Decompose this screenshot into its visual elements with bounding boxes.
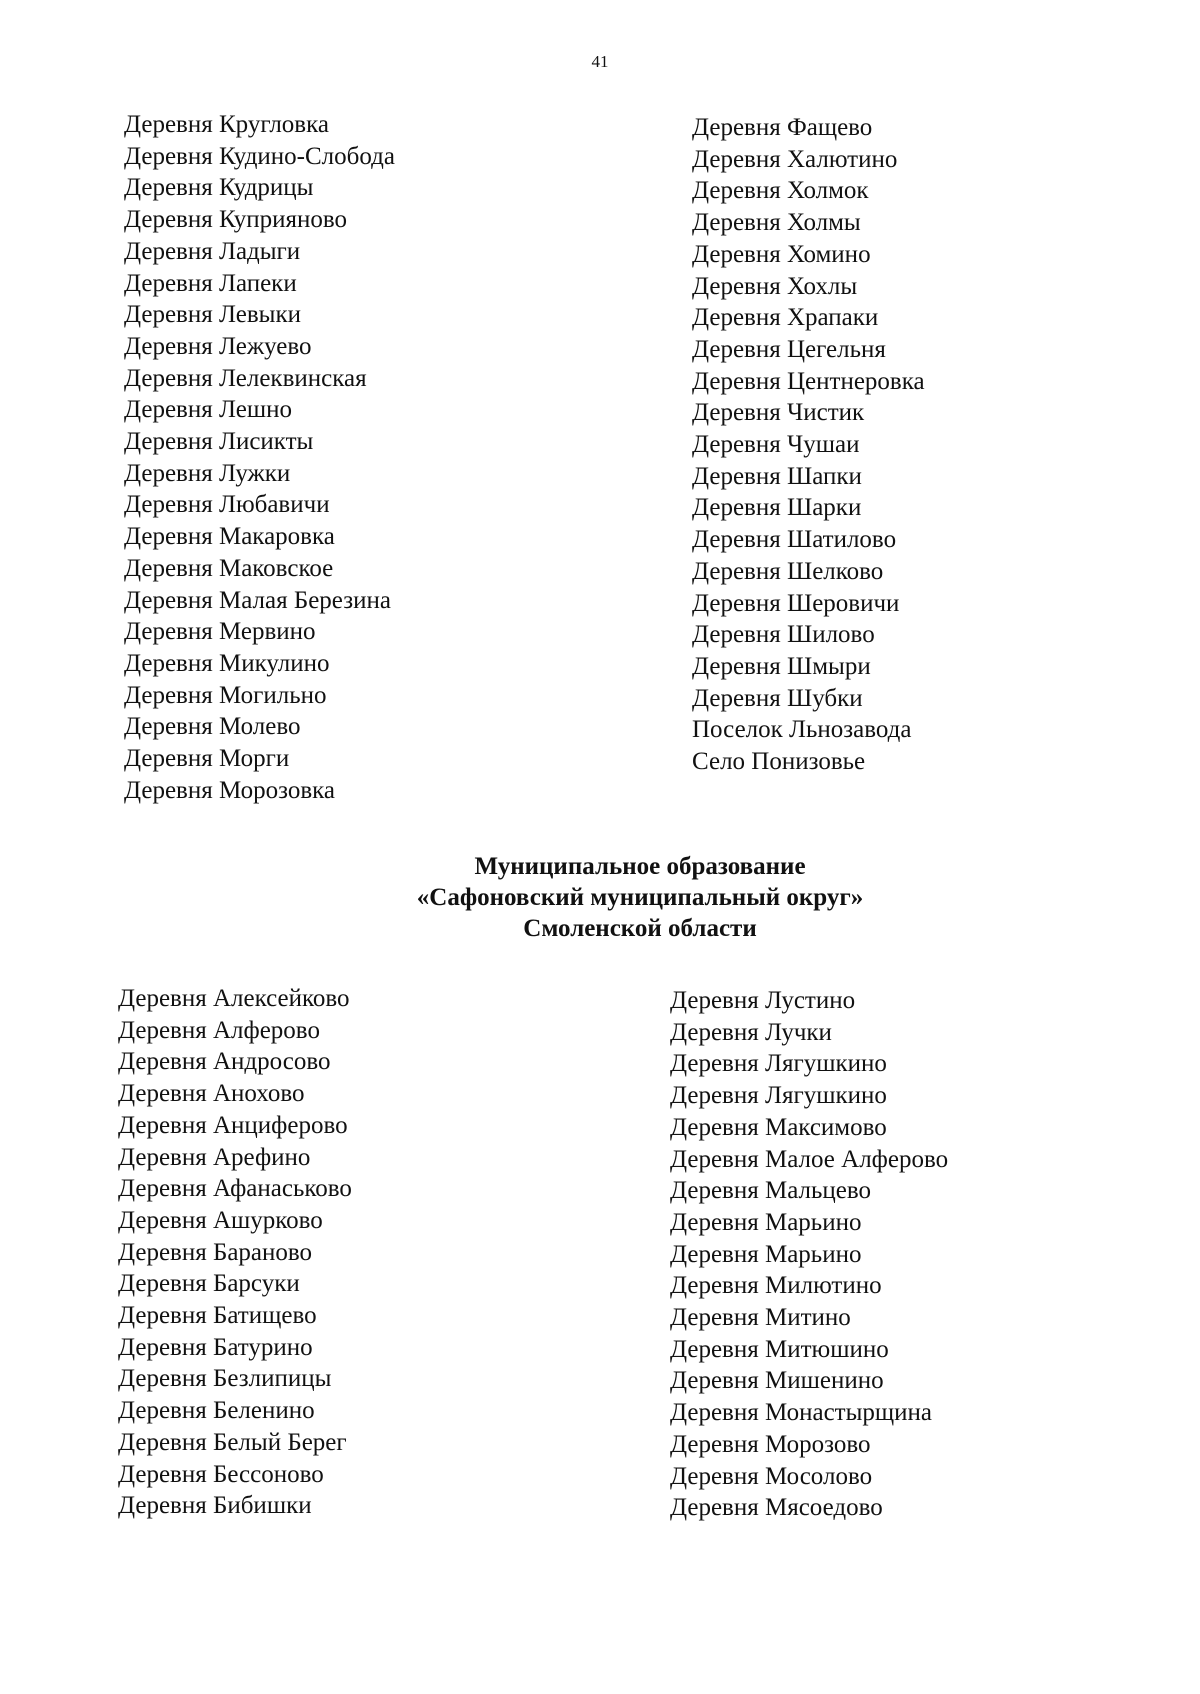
- village-entry: Деревня Анциферово: [118, 1111, 348, 1139]
- village-entry: Деревня Марьино: [670, 1240, 862, 1268]
- village-entry: Деревня Малое Алферово: [670, 1145, 949, 1173]
- village-entry: Деревня Мясоедово: [670, 1494, 883, 1522]
- village-entry: Деревня Куприяново: [124, 206, 348, 234]
- section1-left-column: [124, 109, 395, 806]
- village-entry: Деревня Мосолово: [670, 1462, 873, 1490]
- village-entry: Деревня Лешно: [124, 396, 292, 424]
- village-entry: Деревня Морозово: [670, 1430, 871, 1458]
- village-entry: Деревня Мальцево: [670, 1177, 872, 1205]
- village-entry: Деревня Молево: [124, 713, 301, 741]
- village-entry: Деревня Мишенино: [670, 1367, 884, 1395]
- village-entry: Деревня Цегельня: [692, 335, 886, 363]
- village-entry: Деревня Храпаки: [692, 304, 879, 332]
- village-entry: Деревня Шеровичи: [692, 589, 900, 617]
- village-entry: Деревня Шмыри: [692, 652, 871, 680]
- village-entry: Деревня Безлипицы: [118, 1365, 332, 1393]
- village-entry: Деревня Лелеквинская: [124, 364, 367, 392]
- village-entry: Деревня Афанаськово: [118, 1175, 352, 1203]
- village-entry: Деревня Шапки: [692, 462, 862, 490]
- village-entry: Деревня Морозовка: [124, 776, 335, 804]
- village-entry: Деревня Максимово: [670, 1113, 887, 1141]
- village-entry: Деревня Батищево: [118, 1302, 317, 1330]
- section2-left-column: [118, 983, 352, 1522]
- village-entry: Село Понизовье: [692, 748, 866, 776]
- village-entry: Деревня Бараново: [118, 1238, 313, 1266]
- village-entry: Деревня Шилово: [692, 621, 875, 649]
- heading-line-1: Муниципальное образование: [474, 853, 806, 880]
- village-entry: Деревня Маковское: [124, 554, 334, 582]
- page-number: 41: [591, 52, 609, 71]
- village-entry: Деревня Кудрицы: [124, 174, 314, 202]
- village-entry: Деревня Бессоново: [118, 1460, 324, 1488]
- village-entry: Деревня Ашурково: [118, 1206, 323, 1234]
- village-entry: Деревня Фащево: [692, 114, 873, 141]
- village-entry: Деревня Митино: [670, 1304, 851, 1332]
- village-entry: Деревня Лужки: [124, 459, 291, 487]
- village-entry: Деревня Кругловка: [124, 111, 329, 138]
- village-entry: Деревня Лягушкино: [670, 1082, 887, 1110]
- village-entry: Деревня Морги: [124, 745, 290, 773]
- village-entry: Деревня Митюшино: [670, 1335, 889, 1363]
- village-entry: Деревня Милютино: [670, 1272, 882, 1300]
- village-entry: Деревня Анохово: [118, 1080, 305, 1108]
- village-entry: Деревня Алексейково: [118, 985, 350, 1012]
- village-entry: Деревня Ладыги: [124, 237, 301, 265]
- village-entry: Деревня Бибишки: [118, 1492, 312, 1520]
- village-entry: Деревня Любавичи: [124, 491, 330, 519]
- village-entry: Деревня Лягушкино: [670, 1050, 887, 1078]
- village-entry: Поселок Льнозавода: [692, 716, 912, 744]
- village-entry: Деревня Марьино: [670, 1208, 862, 1236]
- village-entry: Деревня Шелково: [692, 557, 884, 585]
- village-entry: Деревня Холмы: [692, 209, 861, 237]
- heading-line-2: «Сафоновский муниципальный округ»: [416, 884, 864, 911]
- village-entry: Деревня Лежуево: [124, 332, 312, 360]
- village-entry: Деревня Мервино: [124, 618, 316, 646]
- village-entry: Деревня Лучки: [670, 1018, 832, 1046]
- village-entry: Деревня Макаровка: [124, 523, 335, 551]
- section1-right-column: [692, 112, 925, 778]
- village-entry: Деревня Алферово: [118, 1016, 320, 1044]
- village-entry: Деревня Барсуки: [118, 1270, 300, 1298]
- heading-line-3: Смоленской области: [523, 915, 757, 942]
- village-entry: Деревня Кудино-Слобода: [124, 142, 395, 170]
- village-entry: Деревня Левыки: [124, 301, 301, 329]
- village-entry: Деревня Халютино: [692, 145, 898, 173]
- village-entry: Деревня Могильно: [124, 681, 327, 709]
- village-entry: Деревня Белый Берег: [118, 1428, 347, 1456]
- village-entry: Деревня Лустино: [670, 987, 856, 1014]
- village-entry: Деревня Холмок: [692, 177, 869, 205]
- village-entry: Деревня Андросово: [118, 1048, 331, 1076]
- village-entry: Деревня Шатилово: [692, 526, 897, 554]
- village-entry: Деревня Беленино: [118, 1397, 315, 1425]
- village-entry: Деревня Шубки: [692, 684, 863, 712]
- village-entry: Деревня Арефино: [118, 1143, 311, 1171]
- village-entry: Деревня Батурино: [118, 1333, 313, 1361]
- village-entry: Деревня Чушаи: [692, 431, 860, 459]
- village-entry: Деревня Монастырщина: [670, 1399, 932, 1427]
- village-entry: Деревня Микулино: [124, 649, 330, 677]
- village-entry: Деревня Центнеровка: [692, 367, 925, 395]
- village-entry: Деревня Малая Березина: [124, 586, 391, 614]
- village-entry: Деревня Хомино: [692, 240, 871, 268]
- village-entry: Деревня Хохлы: [692, 272, 858, 300]
- municipality-heading: [200, 851, 1080, 944]
- village-entry: Деревня Шарки: [692, 494, 862, 522]
- section2-right-column: [670, 985, 948, 1524]
- village-entry: Деревня Лисикты: [124, 428, 314, 456]
- village-entry: Деревня Чистик: [692, 399, 865, 427]
- village-entry: Деревня Лапеки: [124, 269, 297, 297]
